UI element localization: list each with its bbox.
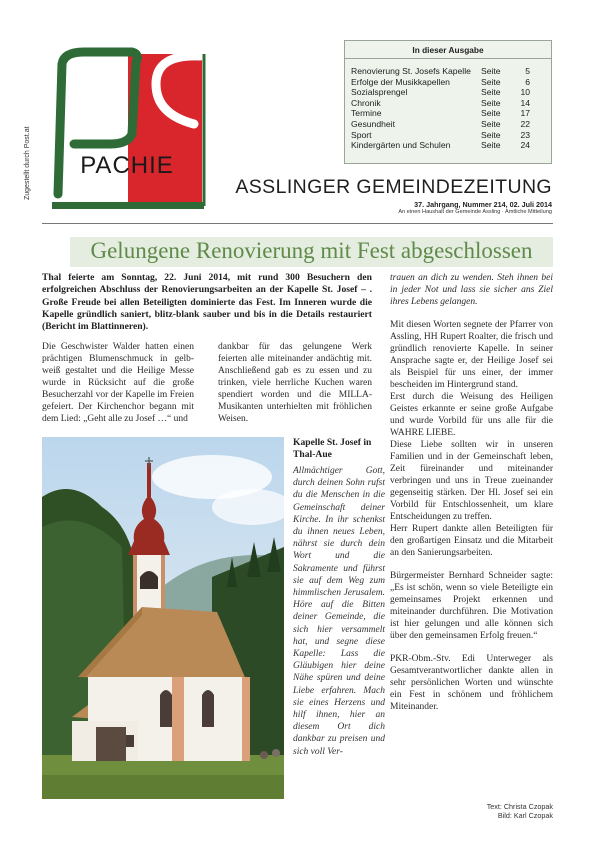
toc-item-label: Sport bbox=[351, 129, 372, 140]
toc-item-seite: Seite bbox=[481, 76, 501, 87]
article-lead: Thal feierte am Sonntag, 22. Juni 2014, mit rund 300 Besuchern den erfolgreichen Abschluss der Renovierungsarbeiten an der Kapelle St. Josef – . Große Freude bei allen Beteiligten dominierte das Fest. Im Inneren wurde die Kapelle gründlich saniert, blitz-blank sauber und bis in die Details restauriert (Bericht im Blattinneren). bbox=[42, 272, 372, 333]
toc-item-seite: Seite bbox=[481, 108, 501, 119]
toc-item bbox=[345, 66, 551, 77]
toc-item-seite: Seite bbox=[481, 118, 501, 129]
article-column-2: dankbar für das gelungene Werk feierten alle miteinander andächtig mit. Anschließend gab es zu essen und zu trinken, viele herrliche Kuchen waren spendiert worden und die MILLA-Musikanten unterhielten mit fröhlichen Weisen. bbox=[218, 342, 372, 424]
toc-item-label: Sozialsprengel bbox=[351, 87, 408, 98]
toc-item bbox=[345, 108, 551, 119]
issue-info: 37. Jahrgang, Nummer 214, 02. Juli 2014 bbox=[414, 200, 552, 209]
toc-item-seite: Seite bbox=[481, 66, 501, 76]
toc-item-label: Chronik bbox=[351, 97, 381, 108]
toc-item bbox=[345, 87, 551, 98]
credits bbox=[420, 802, 553, 820]
paragraph-liebe: Diese Liebe sollten wir in unseren Familien und in der Gemeinschaft leben, Zeit füreinander und miteinander verbringen und uns in Treue zueinander gegenseitig stärken. Der Hl. Josef sei ein Vorbild für Entschlossenheit, um klare Entscheidungen zu treffen. bbox=[390, 440, 553, 522]
toc-item-page: 14 bbox=[520, 97, 530, 108]
toc-item-page: 17 bbox=[520, 108, 530, 119]
article-headline: Gelungene Renovierung mit Fest abgeschlossen bbox=[90, 238, 533, 263]
newspaper-logo bbox=[44, 44, 209, 209]
paragraph-buergermeister: Bürgermeister Bernhard Schneider sagte: „Es ist schön, wenn so viele Beteiligte ein gemeinsames Projekt erkennen und miteinander durchführen. Die Motivation ist hier gelungen und alle können sich über den gemeinsamen Erfolg freuen.“ bbox=[390, 571, 553, 641]
toc-item-seite: Seite bbox=[481, 129, 501, 140]
toc-item bbox=[345, 77, 551, 88]
article-column-1: Die Geschwister Walder hatten einen prächtigen Blumenschmuck in gelb-weiß gestaltet und die Heilige Messe wurde in Rücksicht auf die große Besucherzahl vor der Kapelle im Freien gefeiert. Der Kirchenchor begann mit dem Lied: „Geht alle zu Josef …“ und bbox=[42, 342, 194, 424]
paragraph-unterweger: PKR-Obm.-Stv. Edi Unterweger als Gesamtverantwortlicher dankte allen in sehr persönlichen Worten und wünschte ein Fest in schönem und fröhlichem Miteinander. bbox=[390, 654, 553, 712]
toc-item-seite: Seite bbox=[481, 97, 501, 108]
toc-item-label: Termine bbox=[351, 108, 382, 119]
credit-text: Text: Christa Czopak bbox=[486, 802, 553, 811]
masthead-title: ASSLINGER GEMEINDEZEITUNG bbox=[235, 176, 552, 198]
toc-item-label: Kindergärten und Schulen bbox=[351, 140, 451, 151]
toc-title: In dieser Ausgabe bbox=[345, 41, 551, 59]
postal-note: Zugestellt durch Post.at bbox=[24, 126, 31, 200]
toc-item-label: Renovierung St. Josefs Kapelle bbox=[351, 66, 471, 76]
toc-item-seite: Seite bbox=[481, 87, 501, 98]
prayer-title: Kapelle St. Josef in Thal-Aue bbox=[293, 437, 372, 460]
toc-item-page: 23 bbox=[520, 129, 530, 140]
toc-item bbox=[345, 119, 551, 130]
toc-item-page: 24 bbox=[520, 140, 530, 151]
issue-subline: An einen Haushalt der Gemeinde Assling · Amtliche Mitteilung bbox=[398, 209, 552, 215]
toc-item bbox=[345, 130, 551, 141]
toc-item-label: Erfolge der Musikkapellen bbox=[351, 76, 450, 87]
logo-text: PACHIE bbox=[80, 152, 174, 179]
toc-item-page: 22 bbox=[520, 118, 530, 129]
article-column-3 bbox=[390, 272, 553, 724]
toc-item-label: Gesundheit bbox=[351, 118, 395, 129]
chapel-photo bbox=[42, 437, 284, 799]
toc-item-page: 6 bbox=[525, 76, 530, 87]
table-of-contents bbox=[344, 40, 552, 164]
paragraph-pfarrer: Mit diesen Worten segnete der Pfarrer von Assling, HH Rupert Roalter, die frisch und gründlich renovierte Kapelle. In seiner Ansprache sagte er, der Heilige Josef sei als Beispiel für uns einer, der immer bescheiden im Hintergrund stand. bbox=[390, 320, 553, 390]
credit-photo: Bild: Karl Czopak bbox=[497, 811, 553, 820]
toc-item-page: 10 bbox=[520, 87, 530, 98]
toc-item-seite: Seite bbox=[481, 140, 501, 151]
toc-item bbox=[345, 140, 551, 151]
prayer-text: Allmächtiger Gott, durch deinen Sohn rufst du die Menschen in die Gemeinschaft deiner Kirche. In ihr schenkst du ihnen neues Leben, nährst sie durch dein Wort und die Sakramente und führst sie auf dem Weg zum himmlischen Jerusalem. Höre auf die Bitten deiner Gemeinde, die sich hier versammelt hat, und segne diese Kapelle: Lass die Gläubigen hier deine Nähe spüren und deine Liebe erfahren. Mach sie eines Herzens und hilf ihnen, hier an diesem Ort dich dankbar zu preisen und sich voll Ver- bbox=[293, 466, 385, 757]
masthead-divider bbox=[42, 223, 553, 224]
paragraph-weisung: Erst durch die Weisung des Heiligen Geistes erkannte er seine große Aufgabe und wurde Vorbild für uns alle für die WAHRE LIEBE. bbox=[390, 392, 553, 438]
toc-list bbox=[345, 66, 551, 151]
prayer-ending: trauen an dich zu wenden. Steh ihnen bei in jeder Not und lass sie sicher ans Ziel ihres Lebens gelangen. bbox=[390, 273, 553, 307]
toc-item bbox=[345, 98, 551, 109]
paragraph-dank: Herr Rupert dankte allen Beteiligten für den großartigen Einsatz und die Mitarbeit an den Sanierungsarbeiten. bbox=[390, 524, 553, 558]
toc-item-page: 5 bbox=[525, 66, 530, 76]
